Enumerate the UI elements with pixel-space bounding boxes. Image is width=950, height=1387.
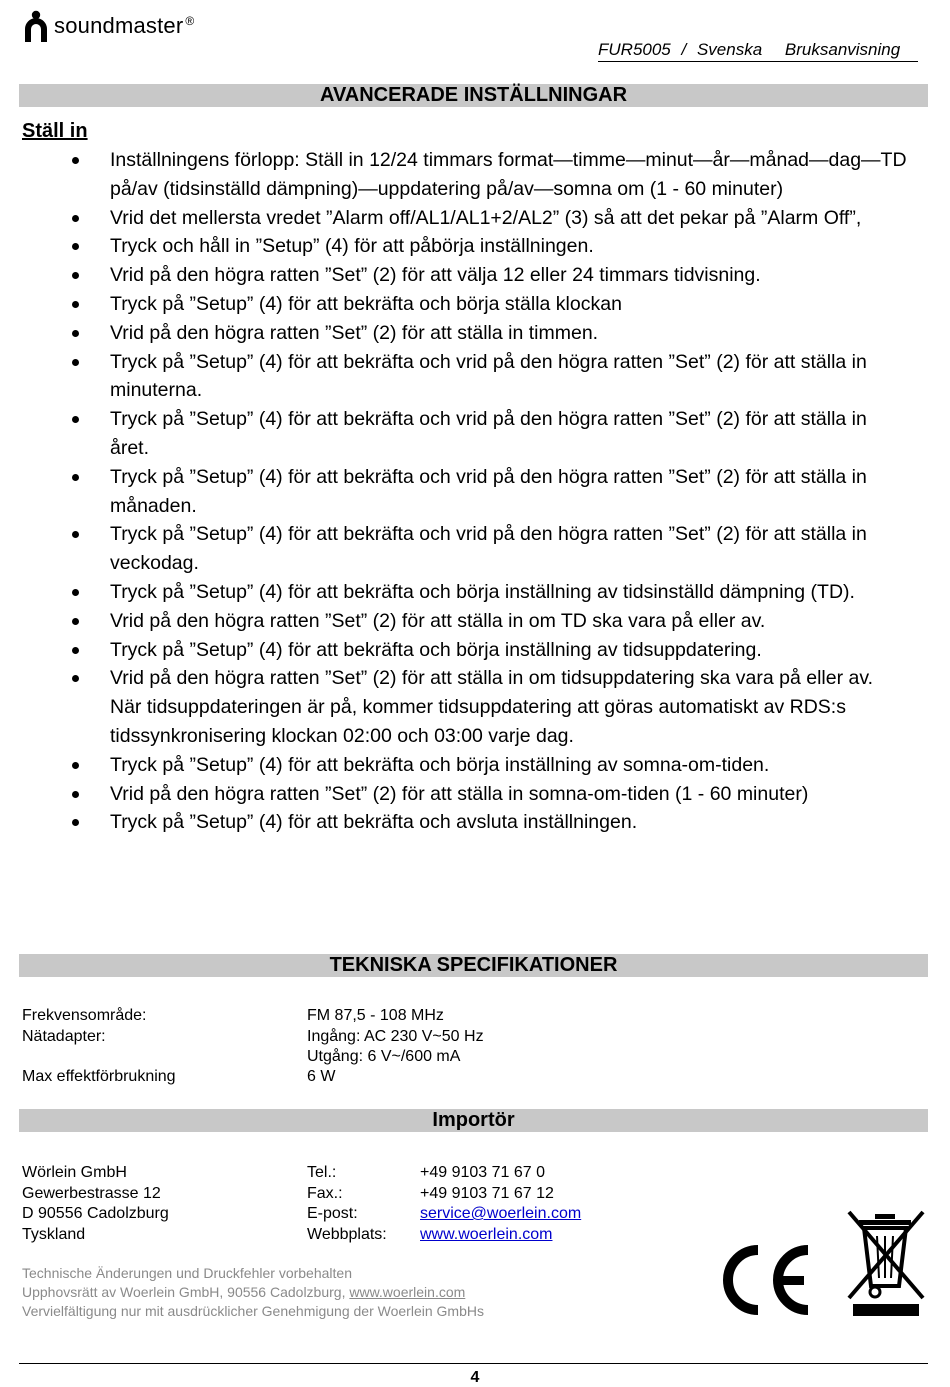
setup-step <box>68 636 908 665</box>
spec-adapter-label: Nätadapter: <box>22 1028 106 1045</box>
spec-power-value: 6 W <box>307 1068 336 1085</box>
setup-step-text: Tryck och håll in ”Setup” (4) för att påbörja inställningen. <box>110 235 594 258</box>
bullet-icon <box>72 675 79 682</box>
setup-step-text: Tryck på ”Setup” (4) för att bekräfta och börja ställa klockan <box>110 292 622 315</box>
brand-logo <box>22 8 194 44</box>
setup-step <box>68 290 908 319</box>
setup-step-text: Vrid på den högra ratten ”Set” (2) för att ställa in somna-om-tiden (1 - 60 minuter) <box>110 782 809 805</box>
setup-step-text: Tryck på ”Setup” (4) för att bekräfta och vrid på den högra ratten ”Set” (2) för att ställa in veckodag. <box>110 523 867 575</box>
setup-step <box>68 319 908 348</box>
email-label: E-post: <box>307 1205 358 1222</box>
setup-step-text: Tryck på ”Setup” (4) för att bekräfta och börja inställning av tidsuppdatering. <box>110 638 762 661</box>
legal-line-1: Technische Änderungen und Druckfehler vorbehalten <box>22 1265 352 1281</box>
setup-step <box>68 780 908 809</box>
document-header <box>598 40 918 62</box>
legal-line-3: Vervielfältigung nur mit ausdrücklicher Genehmigung der Woerlein GmbHs <box>22 1303 484 1319</box>
ce-mark-icon <box>712 1244 812 1316</box>
bullet-icon <box>72 647 79 654</box>
page-number: 4 <box>470 1369 480 1386</box>
setup-step <box>68 664 908 750</box>
setup-step-text: Vrid det mellersta vredet ”Alarm off/AL1/AL1+2/AL2” (3) så att det pekar på ”Alarm Off”, <box>110 206 862 229</box>
legal-website-link[interactable]: www.woerlein.com <box>349 1284 466 1300</box>
tel-value: +49 9103 71 67 0 <box>420 1164 546 1181</box>
spec-freq-label: Frekvensområde: <box>22 1007 147 1024</box>
setup-step-text: Tryck på ”Setup” (4) för att bekräfta och börja inställning av tidsinställd dämpning (TD). <box>110 580 855 603</box>
model-number: FUR5005 <box>598 40 671 59</box>
tel-label: Tel.: <box>307 1164 337 1181</box>
brand-name: soundmaster ® <box>54 13 195 38</box>
bullet-icon <box>72 618 79 625</box>
weee-bin-icon <box>845 1208 927 1320</box>
setup-step <box>68 520 908 578</box>
bullet-icon <box>72 272 79 279</box>
setup-step <box>68 232 908 261</box>
setup-step-text: Tryck på ”Setup” (4) för att bekräfta och vrid på den högra ratten ”Set” (2) för att ställa in året. <box>110 408 867 459</box>
setup-step-text: Tryck på ”Setup” (4) för att bekräfta och vrid på den högra ratten ”Set” (2) för att ställa in minuterna. <box>110 350 867 402</box>
soundmaster-logo-icon <box>22 9 50 43</box>
setup-step <box>68 578 908 607</box>
setup-step-text: Tryck på ”Setup” (4) för att bekräfta och avsluta inställningen. <box>110 811 638 834</box>
setup-step <box>68 463 908 521</box>
website-link[interactable]: www.woerlein.com <box>420 1226 553 1243</box>
bullet-icon <box>72 589 79 596</box>
importer-city: D 90556 Cadolzburg <box>22 1205 169 1222</box>
language: Svenska <box>696 40 763 59</box>
setup-step <box>68 261 908 290</box>
bullet-icon <box>72 791 79 798</box>
importer-company: Wörlein GmbH <box>22 1164 127 1181</box>
bullet-icon <box>72 359 79 366</box>
setup-step-text: Vrid på den högra ratten ”Set” (2) för att ställa in timmen. <box>110 321 599 344</box>
spec-adapter-output: Utgång: 6 V~/600 mA <box>307 1048 461 1065</box>
bullet-icon <box>72 819 79 826</box>
setup-step-text: Tryck på ”Setup” (4) för att bekräfta och vrid på den högra ratten ”Set” (2) för att ställa in månaden. <box>110 465 867 517</box>
setup-step-text: Tryck på ”Setup” (4) för att bekräfta och börja inställning av somna-om-tiden. <box>110 753 770 776</box>
setup-step <box>68 751 908 780</box>
bullet-icon <box>72 531 79 538</box>
setup-step <box>68 607 908 636</box>
importer-country: Tyskland <box>22 1226 86 1243</box>
bullet-icon <box>72 762 79 769</box>
setup-step <box>68 348 908 406</box>
spec-power-label: Max effektförbrukning <box>22 1068 176 1085</box>
bullet-icon <box>72 157 79 164</box>
section-title-importer: Importör <box>19 1109 928 1132</box>
legal-line-2: Upphovsrätt av Woerlein GmbH, 90556 Cadolzburg, www.woerlein.com <box>22 1284 466 1300</box>
web-label: Webbplats: <box>307 1226 387 1243</box>
setup-steps-list <box>68 146 908 837</box>
bullet-icon <box>72 301 79 308</box>
spec-freq-value: FM 87,5 - 108 MHz <box>307 1007 444 1024</box>
bullet-icon <box>72 243 79 250</box>
importer-street: Gewerbestrasse 12 <box>22 1185 161 1202</box>
doc-type: Bruksanvisning <box>784 40 901 59</box>
setup-step <box>68 204 908 233</box>
spec-adapter-input: Ingång: AC 230 V~50 Hz <box>307 1028 484 1045</box>
setup-step <box>68 808 908 837</box>
setup-step-text: Vrid på den högra ratten ”Set” (2) för att ställa in om TD ska vara på eller av. <box>110 609 766 632</box>
bullet-icon <box>72 474 79 481</box>
bullet-icon <box>72 330 79 337</box>
footer-divider <box>19 1363 928 1364</box>
setup-heading: Ställ in <box>22 120 88 142</box>
email-link[interactable]: service@woerlein.com <box>420 1205 582 1222</box>
bullet-icon <box>72 215 79 222</box>
section-title-specs: TEKNISKA SPECIFIKATIONER <box>19 954 928 977</box>
fax-label: Fax.: <box>307 1185 343 1202</box>
fax-value: +49 9103 71 67 12 <box>420 1185 554 1202</box>
legal-footer <box>22 1264 484 1321</box>
setup-step-text: Vrid på den högra ratten ”Set” (2) för att välja 12 eller 24 timmars tidvisning. <box>110 264 761 287</box>
setup-step-text: Vrid på den högra ratten ”Set” (2) för att ställa in om tidsuppdatering ska vara på eller av. När tidsuppdateringen är på, kommer tidsuppdatering att göras automatiskt av RDS:s tidssynkronisering klockan 02:00 och 03:00 varje dag. <box>110 667 874 747</box>
bullet-icon <box>72 416 79 423</box>
setup-step <box>68 146 908 204</box>
setup-step <box>68 405 908 463</box>
section-title-advanced: AVANCERADE INSTÄLLNINGAR <box>19 84 928 107</box>
setup-step-text: Inställningens förlopp: Ställ in 12/24 timmars format—timme—minut—år—månad—dag—TD på/av (tidsinställd dämpning)—uppdatering på/av—somna om (1 - 60 minuter) <box>110 149 907 200</box>
header-separator: / <box>681 40 687 59</box>
